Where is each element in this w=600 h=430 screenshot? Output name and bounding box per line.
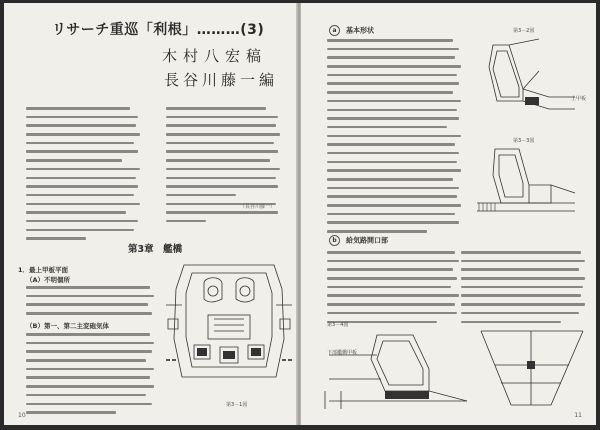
intro-text-column-right — [166, 107, 284, 229]
section-b-body-right — [461, 251, 589, 329]
subsection-heading-a: （A）不明個所 — [26, 276, 71, 284]
figure-3-5-structure — [471, 325, 589, 411]
figure-3-4-label-fire-deck: 下部艦橋甲板 — [327, 350, 358, 356]
section-title-b: 給気路開口部 — [346, 236, 388, 245]
subsection-heading-b: （B）第一、第二主変砲気体 — [26, 322, 109, 330]
section-marker-a: a — [329, 25, 340, 36]
section-marker-b: b — [329, 235, 340, 246]
section-a-body — [327, 39, 467, 239]
section-title-a: 基本形状 — [346, 26, 374, 35]
article-title: リサーチ重巡「利根」………(3) — [52, 22, 265, 38]
page-number-left: 10 — [18, 412, 26, 419]
signature: （長谷川藤一） — [240, 204, 276, 210]
section-heading-a — [329, 25, 374, 36]
chapter-heading: 第3章 艦橋 — [128, 244, 183, 255]
figure-3-2-bridge-side — [479, 37, 579, 117]
editor-credit: 長谷川藤一編 — [164, 71, 279, 89]
figure-3-1-bridge-plan — [164, 259, 294, 399]
figure-3-3-bridge-section — [471, 145, 581, 225]
intro-text-column-left — [26, 107, 144, 246]
page-number-right: 11 — [574, 412, 582, 419]
figure-3-1-caption: 第3－1図 — [226, 402, 248, 408]
figure-3-2-label-upper-deck: 上甲板 — [571, 96, 587, 102]
figure-3-2-caption: 第3－2図 — [513, 28, 535, 34]
figure-3-4-caption: 第3－4図 — [327, 322, 349, 328]
figure-3-4-air-intake — [321, 329, 471, 413]
figure-3-3-caption: 第3－3図 — [513, 138, 535, 144]
section-a-text — [26, 286, 158, 321]
section-b-body-left — [327, 251, 461, 329]
left-page — [4, 3, 298, 425]
author-credit: 木村八宏稿 — [162, 47, 268, 65]
section-heading-b — [329, 235, 388, 246]
section-heading-1: 1．最上甲板平面 — [18, 266, 69, 274]
right-page — [301, 3, 596, 425]
section-b-text — [26, 333, 158, 420]
